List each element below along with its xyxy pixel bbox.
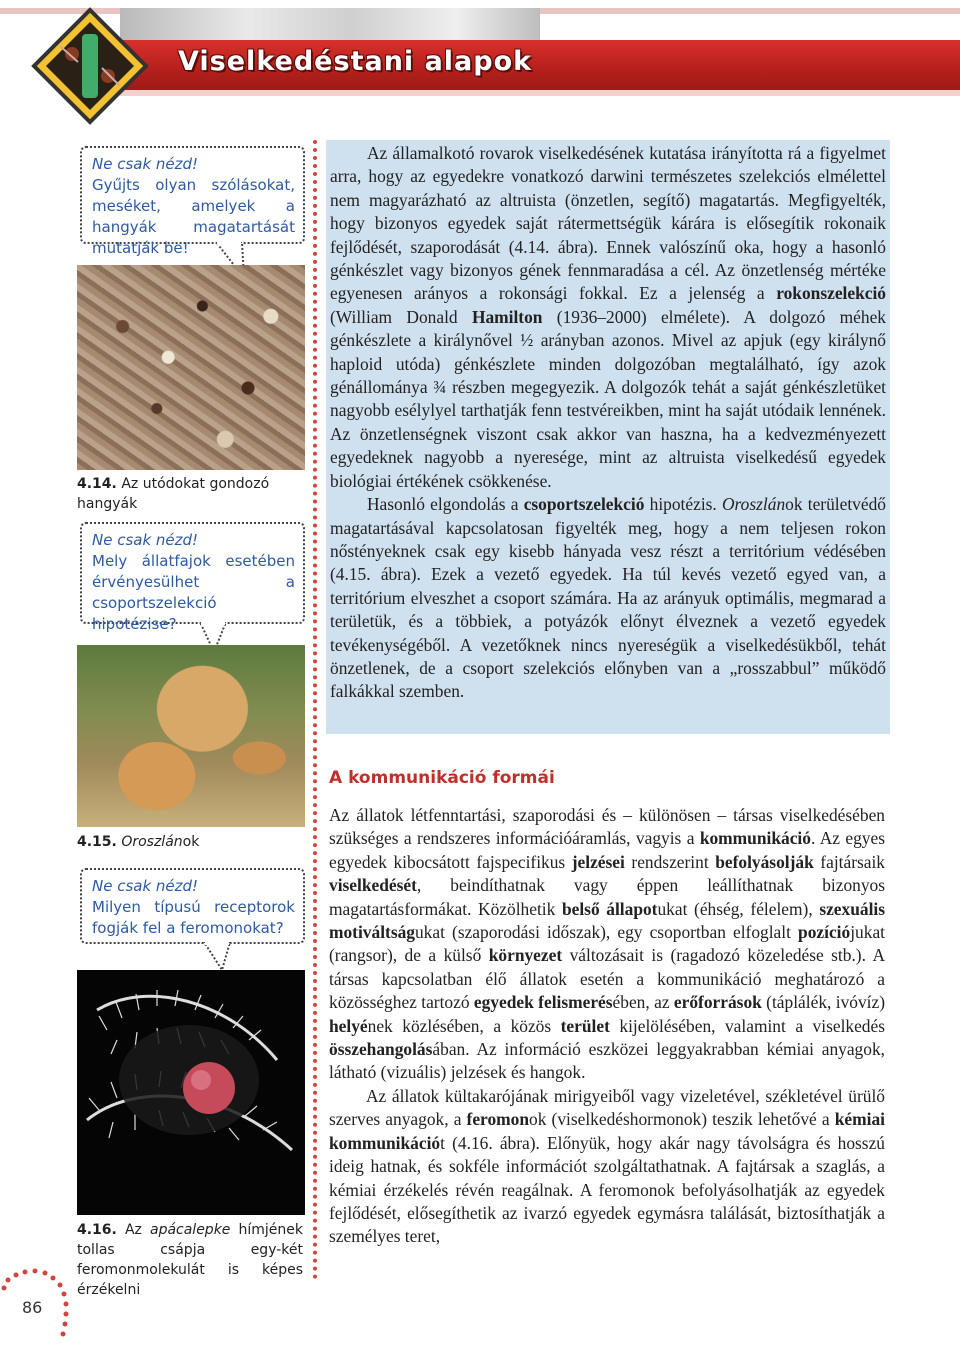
callout-text: Mely állatfajok esetében érvényesülhet a csoportszelekció hipotézise? — [92, 552, 295, 633]
callout-title: Ne csak nézd! — [92, 877, 199, 895]
paragraph: Az államalkotó rovarok viselkedésének kutatása irányította rá a figyelmet arra, hogy az egyedekre vonatkozó darwini természetes szelekciós elmélettel nem magyarázható az altruista (önzetlen, segítő) magatartás. Megfigyelték, hogy bizonyos egyedek saját rátermettségük kárára is elősegítik rokonaik fejlődését, szaporodását (4.14. ábra). Ennek valószínű oka, hogy a hasonló génkészlet vagy bizonyos gének fennmaradása a cél. Az önzetlenség mértéke egyenesen arányos a rokonsági fokkal. Ez a jelenség a rokonszelekció (William Donald Hamilton (1936–2000) elmélete). A dolgozó méhek génkészlete a királynővel ½ arányban azonos. Mivel az apjuk (egy királynő haploid utóda) génkészlete minden dolgozóban megtalálható, így azok génállománya ¾ részben megegyezik. A dolgozók tehát a saját génkészletüket nagyobb esélylyel tarthatják fenn testvéreikben, mint ha saját utódaik lennének. Az önzetlenségnek viszont csak akkor van haszna, ha a kedvezményezett egyedeknek nagyobb a nyeresége, mint az altruista viselkedésű egyedek biológiai értékének csökkenése. — [330, 143, 886, 491]
paragraph: Az állatok kültakarójának mirigyeiből vagy vizeletével, székletével ürülő szerves anyagok, a feromonok (viselkedéshormonok) teszik lehetővé a kémiai kommunikációt (4.16. ábra). Előnyük, hogy akár nagy távolságra és hosszú ideig hatnak, és sokféle információt szolgáltathatnak. A fajtársak a szaglás, a kémiai érzékelés révén reagálnak. A feromonok befolyásolhatják az egyedek fejlődését, elősegíthetik az ivarzó egyedek egymásra találását, biztosíthatják a személyes teret, — [329, 1085, 885, 1247]
page-header — [0, 0, 960, 120]
figure-caption-text: Az utódokat gondozó hangyák — [77, 476, 270, 512]
section-title: Viselkedéstani alapok — [178, 46, 533, 77]
moth-illustration-icon — [77, 970, 305, 1215]
callout-title: Ne csak nézd! — [92, 531, 199, 549]
moth-antenna-photo — [77, 970, 305, 1215]
header-stripe — [120, 90, 960, 96]
figure-caption-italic: apácalepke — [149, 1222, 231, 1238]
paragraph: Az állatok létfenntartási, szaporodási és – különösen – társas viselkedésében szükséges a rendszeres információáramlás, vagyis a kommunikáció. Az egyes egyedek kibocsátott fajspecifikus jelzései rendszerint befolyásolják fajtársaik viselkedését, beindíthatnak vagy éppen leállíthatnak bizonyos magatartásformákat. Közölhetik belső állapotukat (éhség, félelem), szexuális motiváltságukat (szaporodási időszak), egy csoportban elfoglalt pozíciójukat (rangsor), de a külső környezet változásait is (ragadozó közeledése stb.). A társas kapcsolatban élő állatok esetén a kommunikáció meghatározó a közösséghez tartozó egyedek felismerésében, az erőforrások (táplálék, ivóvíz) helyének közlésében, a közös terület kijelölésében, valamint a viselkedés összehangolásában. Az információ eszközei leggyakrabban kémiai anyagok, látható (vizuális) jelzések és hangok. — [329, 805, 886, 1083]
column-separator — [313, 140, 317, 1280]
figure-caption-4-16 — [77, 1220, 303, 1300]
page-number: 86 — [22, 1298, 43, 1317]
callout-ne-csak-nezd-2 — [80, 522, 305, 633]
callout-text: Milyen típusú receptorok fogják fel a feromonokat? — [92, 898, 295, 937]
figure-caption-text: hímjének tollas csápja egy-két feromonmolekulát is képes érzékelni — [77, 1222, 303, 1298]
figure-number: 4.15. — [77, 834, 117, 850]
figure-caption-italic: Oroszlán — [121, 834, 183, 850]
header-photo-strip — [120, 8, 540, 40]
subsection-heading: A kommunikáció formái — [329, 768, 555, 788]
lions-photo — [77, 645, 305, 827]
ants-photo — [77, 265, 305, 470]
figure-number: 4.14. — [77, 476, 117, 492]
figure-caption-text: Az — [124, 1222, 150, 1238]
paragraph: Hasonló elgondolás a csoportszelekció hipotézis. Oroszlánok területvédő magatartásával kapcsolatosan figyelték meg, hogy a nem teljesen rokon nőstényeknek csak egy kisebb hányada vesz részt a territórium védésében (4.15. ábra). Ezek a vezető egyedek. Ha túl kevés vezető egyed van, a territórium elveszhet a csoport számára. Ha az arányuk optimális, megmarad a területük, és a többiek, a potyázók előnyt élveznek a vezető egyedek tevékenységéből. A vezetőknek nincs nyereségük a viselkedésükből, tehát önzetlenek, de a csoport szelekciós előnyben van a „rosszabbul” működő falkákkal szemben. — [330, 494, 886, 702]
figure-caption-text: ok — [182, 834, 200, 850]
figure-caption-4-15 — [77, 832, 303, 852]
chapter-logo-icon — [30, 6, 150, 126]
callout-ne-csak-nezd-3 — [80, 868, 305, 944]
callout-text: Gyűjts olyan szólásokat, meséket, amelyek a hangyák magatartását mutatják be! — [92, 176, 295, 257]
callout-title: Ne csak nézd! — [92, 155, 199, 173]
communication-text — [329, 804, 885, 1249]
callout-ne-csak-nezd-1 — [80, 146, 305, 257]
box-text — [330, 142, 886, 704]
figure-number: 4.16. — [77, 1222, 117, 1238]
figure-caption-4-14 — [77, 474, 303, 514]
